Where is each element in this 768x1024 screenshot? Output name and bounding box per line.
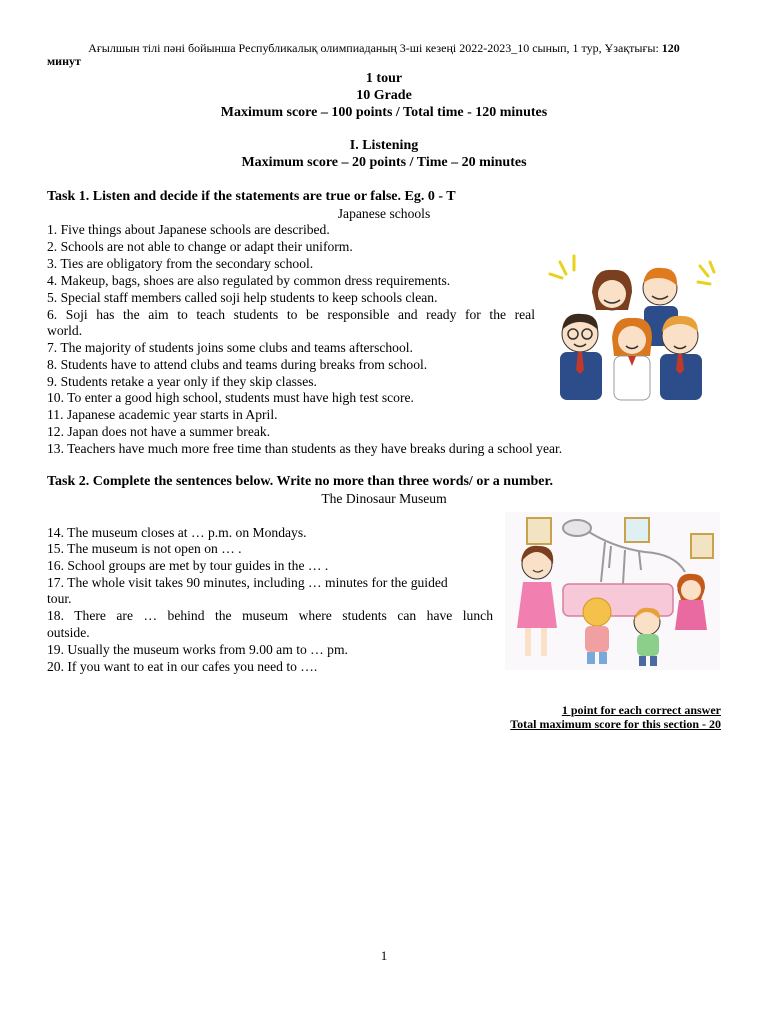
cartoon-students-illustration bbox=[540, 252, 720, 402]
task1-heading: Task 1. Listen and decide if the statements are true or false. Eg. 0 - T bbox=[47, 189, 456, 204]
list-item: 3. Ties are obligatory from the secondary school. bbox=[47, 256, 314, 271]
task2-heading: Task 2. Complete the sentences below. Write no more than three words/ or a number. bbox=[47, 474, 553, 489]
max-score-label: Maximum score – 100 points / Total time - 120 minutes bbox=[220, 105, 548, 120]
list-item: 9. Students retake a year only if they skip classes. bbox=[47, 374, 317, 389]
list-item: 5. Special staff members called soji help students to keep schools clean. bbox=[47, 290, 438, 305]
total-score-note: Total maximum score for this section - 20 bbox=[510, 717, 721, 731]
task1-topic: Japanese schools bbox=[337, 206, 431, 221]
picture-frame-icon bbox=[527, 518, 551, 544]
list-item: 4. Makeup, bags, shoes are also regulated by common dress requirements. bbox=[47, 273, 451, 288]
olympiad-header bbox=[47, 42, 721, 55]
list-item: 20. If you want to eat in our cafes you need to …. bbox=[47, 659, 318, 674]
dinosaur-museum-illustration bbox=[505, 512, 720, 670]
tour-label: 1 tour bbox=[365, 71, 403, 86]
section-subtitle: Maximum score – 20 points / Time – 20 minutes bbox=[241, 155, 527, 170]
page-number: 1 bbox=[380, 948, 388, 963]
list-item: 19. Usually the museum works from 9.00 am to … pm. bbox=[47, 642, 348, 657]
list-item: 18. There are … behind the museum where students can have lunch bbox=[47, 608, 493, 623]
list-item: world. bbox=[47, 323, 83, 338]
list-item: 8. Students have to attend clubs and teams during breaks from school. bbox=[47, 357, 428, 372]
task2-topic: The Dinosaur Museum bbox=[321, 491, 447, 506]
header-duration: 120 bbox=[661, 41, 680, 55]
list-item: 1. Five things about Japanese schools are described. bbox=[47, 222, 330, 237]
list-item: outside. bbox=[47, 625, 90, 640]
list-item: 17. The whole visit takes 90 minutes, including … minutes for the guided bbox=[47, 575, 448, 590]
list-item: 2. Schools are not able to change or adapt their uniform. bbox=[47, 239, 353, 254]
header-text: Ағылшын тілі пәні бойынша Республикалық олимпиаданың 3-ші кезеңі 2022-2023_10 сынып, 1 тур, Ұзақтығы: bbox=[88, 41, 662, 55]
list-item: 14. The museum closes at … p.m. on Mondays. bbox=[47, 525, 307, 540]
points-note: 1 point for each correct answer bbox=[561, 703, 721, 717]
header-duration-unit: минут bbox=[47, 54, 81, 68]
list-item: 12. Japan does not have a summer break. bbox=[47, 424, 271, 439]
list-item: 13. Teachers have much more free time than students as they have breaks during a school year. bbox=[47, 441, 563, 456]
list-item: 11. Japanese academic year starts in April. bbox=[47, 407, 278, 422]
list-item: 16. School groups are met by tour guides in the … . bbox=[47, 558, 329, 573]
list-item: 15. The museum is not open on … . bbox=[47, 541, 242, 556]
grade-label: 10 Grade bbox=[356, 88, 412, 103]
list-item: 10. To enter a good high school, students must have high test score. bbox=[47, 390, 414, 405]
section-title: I. Listening bbox=[349, 138, 419, 153]
list-item: 6. Soji has the aim to teach students to be responsible and ready for the real bbox=[47, 307, 535, 322]
sparkle-icon bbox=[550, 256, 714, 284]
list-item: 7. The majority of students joins some clubs and teams afterschool. bbox=[47, 340, 413, 355]
list-item: tour. bbox=[47, 591, 72, 606]
